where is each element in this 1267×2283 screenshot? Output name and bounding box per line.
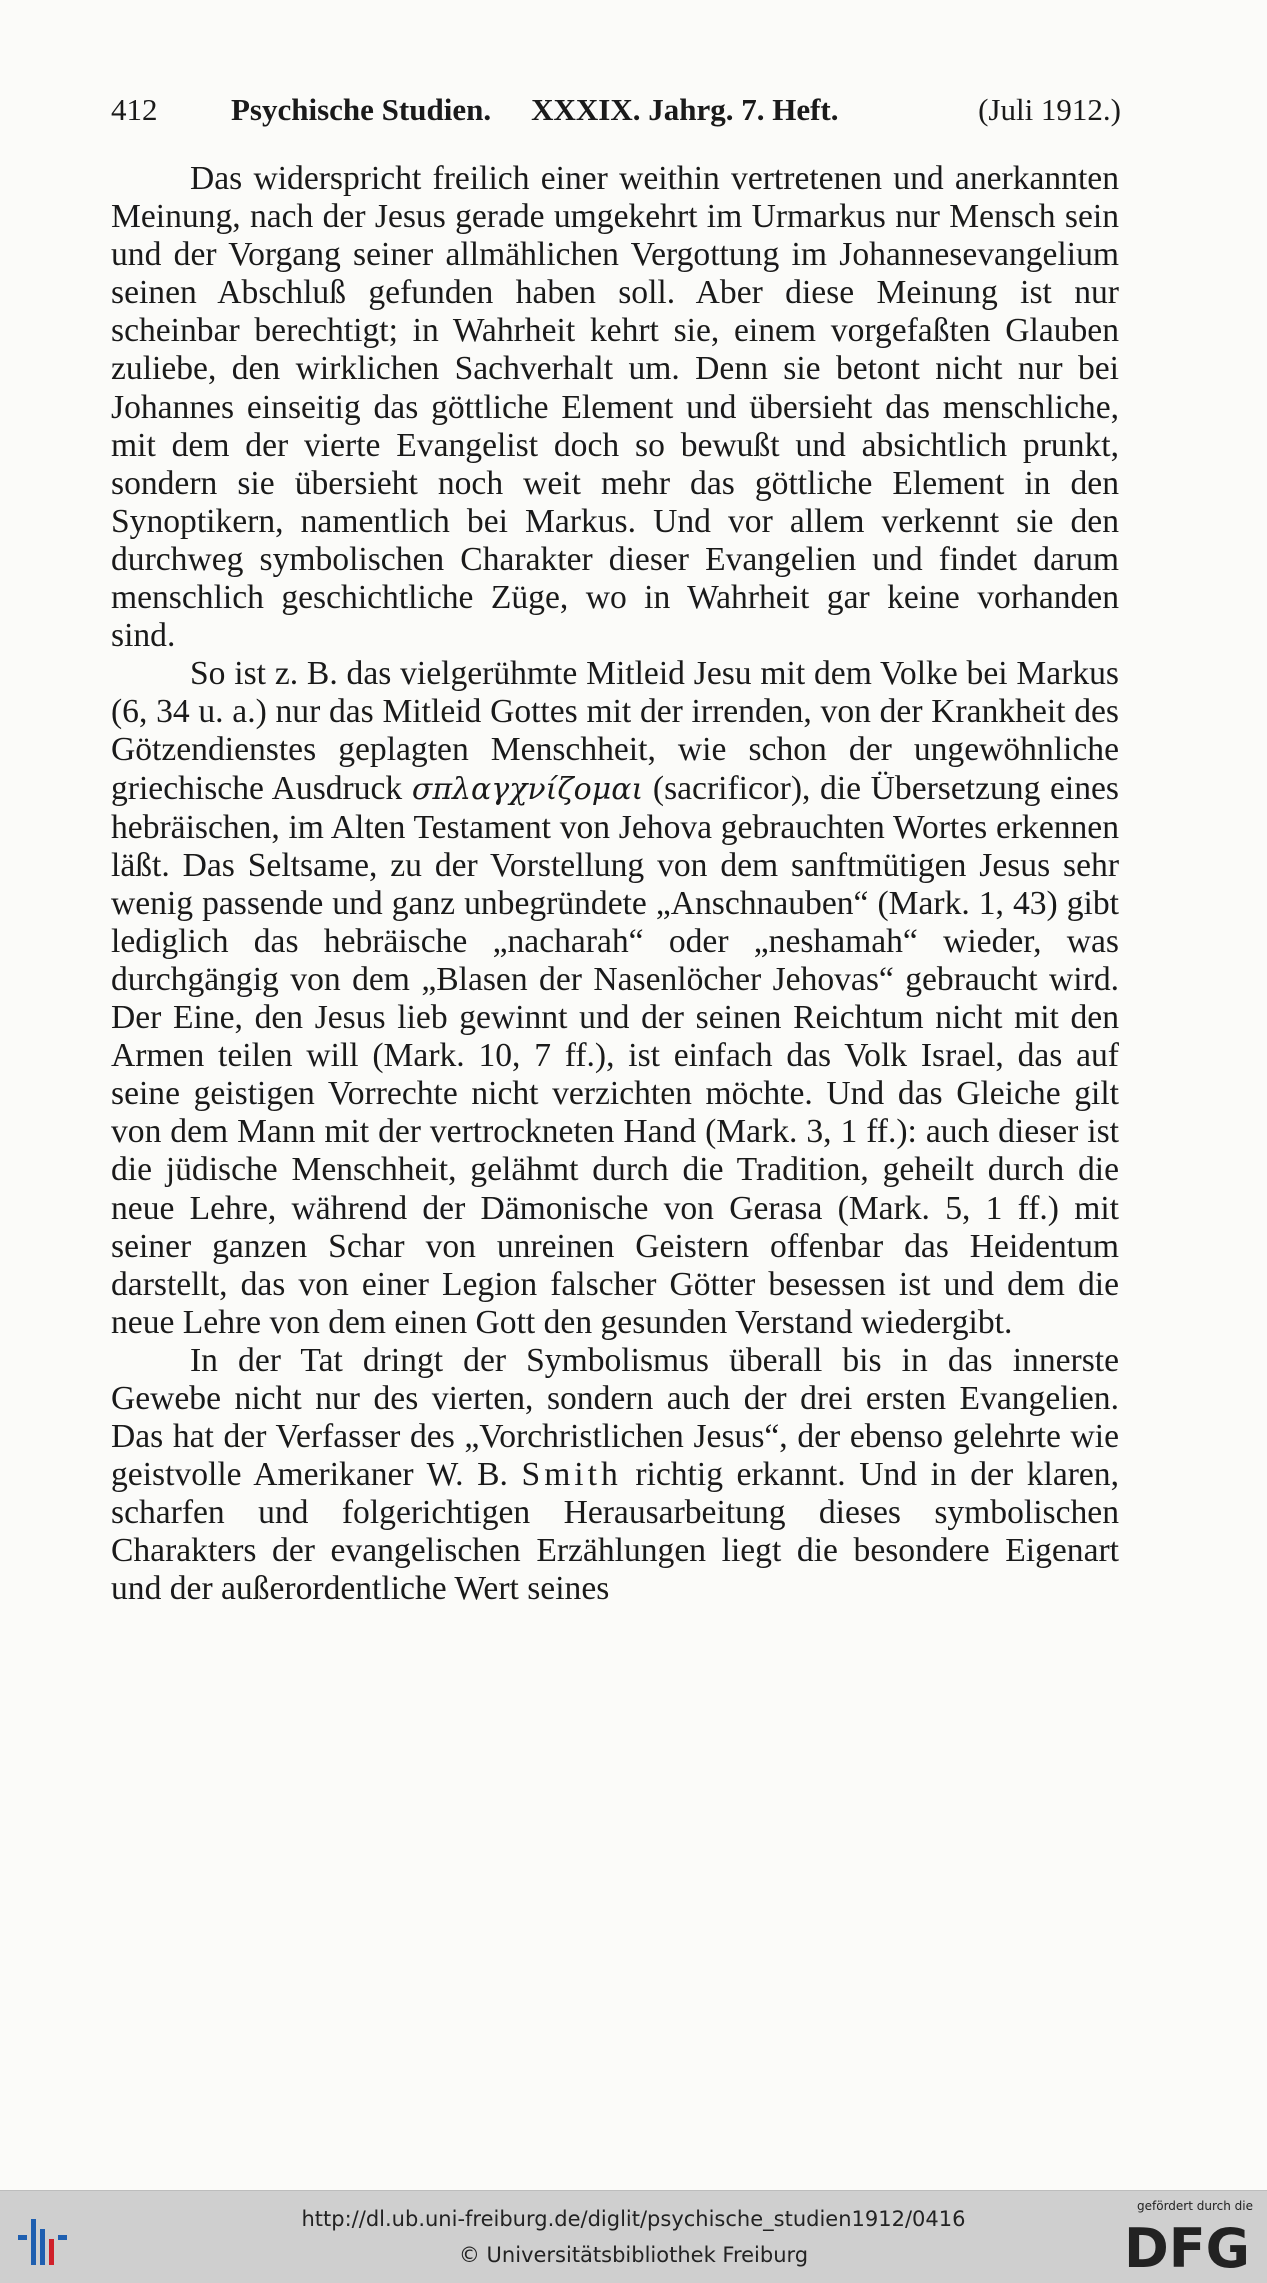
paragraph-3-part-a: In der Tat dringt der Symbolismus überall bis in das innerste Gewebe nicht nur des vierten, sondern auch der drei ersten Evangelien. Das hat der Verfasser des „Vorchristlichen Jesus“, der ebenso gelehrte wie geistvolle Amerikaner W. B. (111, 1341, 1119, 1494)
dfg-logo-text: DFG (1123, 2217, 1251, 2275)
author-name-smith: Smith (521, 1456, 622, 1494)
greek-term: σπλαγχνίζομαι (411, 771, 644, 807)
paragraph-1: Das widerspricht freilich einer weithin vertretenen und anerkannten Meinung, nach der Jesus gerade umgekehrt im Urmarkus nur Mensch sein und der Vorgang seiner allmählichen Vergottung im Johannesevangelium seinen Abschluß gefunden haben soll. Aber diese Meinung ist nur scheinbar berechtigt; in Wahrheit kehrt sie, einem vorgefaßten Glauben zuliebe, den wirklichen Sachverhalt um. Denn sie betont nicht nur bei Johannes einseitig das göttliche Element und übersieht das menschliche, mit dem der vierte Evangelist doch so bewußt und absichtlich prunkt, sondern sie übersieht noch weit mehr das göttliche Element in den Synoptikern, namentlich bei Markus. Und vor allem verkennt sie den durchweg symbolischen Charakter dieser Evangelien und findet darum menschlich geschichtliche Züge, wo in Wahrheit gar keine vorhanden sind. (111, 160, 1119, 655)
issue-date: (Juli 1912.) (978, 92, 1121, 127)
body-text (111, 160, 1119, 1609)
paragraph-3-part-b: richtig erkannt. Und in der klaren, scharfen und folgerichtigen Herausarbeitung dieses symbolischen Charakters der evangelischen Erzählungen liegt die besondere Eigenart und der außerordentliche Wert seines (111, 1456, 1119, 1608)
permalink-url[interactable]: http://dl.ub.uni-freiburg.de/diglit/psychische_studien1912/0416 (301, 2207, 966, 2231)
paragraph-2-part-b: (sacrificor), die Übersetzung eines hebräischen, im Alten Testament von Jehova gebrauchten Wortes erkennen läßt. Das Seltsame, zu der Vorstellung von dem sanftmütigen Jesus sehr wenig passende und ganz unbegründete „Anschnauben“ (Mark. 1, 43) gibt lediglich das hebräische „nacharah“ oder „neshamah“ wieder, was durchgängig von dem „Blasen der Nasenlöcher Jehovas“ gebraucht wird. Der Eine, den Jesus lieb gewinnt und der seinen Reichtum nicht mit den Armen teilen will (Mark. 10, 7 ff.), ist einfach das Volk Israel, das auf seine geistigen Vorrechte nicht verzichten möchte. Und das Gleiche gilt von dem Mann mit der vertrockneten Hand (Mark. 3, 1 ff.): auch dieser ist die jüdische Menschheit, gelähmt durch die Tradition, geheilt durch die neue Lehre, während der Dämonische von Gerasa (Mark. 5, 1 ff.) mit seiner ganzen Schar von unreinen Geistern offenbar das Heidentum darstellt, das von einer Legion falscher Götter besessen ist und dem die neue Lehre von dem einen Gott den gesunden Verstand wiedergibt. (111, 769, 1119, 1341)
page-number: 412 (111, 92, 158, 127)
dfg-tagline: gefördert durch die (1137, 2199, 1253, 2213)
paragraph-3 (111, 1342, 1119, 1609)
journal-title: Psychische Studien. (231, 92, 492, 127)
paragraph-2 (111, 655, 1119, 1342)
copyright-notice: © Universitätsbibliothek Freiburg (458, 2243, 809, 2267)
paragraph-2-part-a: So ist z. B. das vielgerühmte Mitleid Jesu mit dem Volke bei Markus (6, 34 u. a.) nur das Mitleid Gottes mit der irrenden, von der Krankheit des Götzendienstes geplagten Menschheit, wie schon der ungewöhnliche griechische Ausdruck (111, 655, 1119, 807)
viewer-footer (0, 2190, 1267, 2283)
issue-info: XXXIX. Jahrg. 7. Heft. (531, 92, 839, 127)
dfg-logo-icon[interactable] (1119, 2217, 1255, 2275)
running-head (111, 92, 1121, 136)
